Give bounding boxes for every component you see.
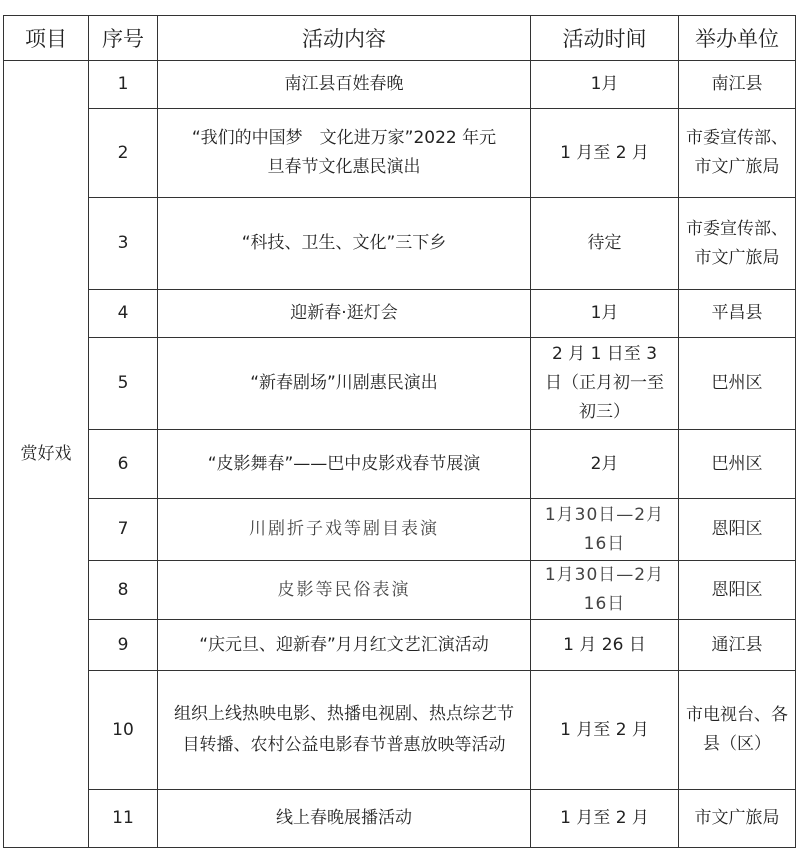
table-row — [4, 338, 796, 430]
row-org: 巴州区 — [679, 430, 796, 499]
row-content: “科技、卫生、文化”三下乡 — [158, 198, 531, 290]
row-content: “我们的中国梦 文化进万家”2022 年元旦春节文化惠民演出 — [158, 109, 531, 198]
row-time: 1月 — [531, 290, 679, 338]
row-time: 2月 — [531, 430, 679, 499]
row-no: 5 — [89, 338, 158, 430]
table-row — [4, 561, 796, 620]
header-no: 序号 — [89, 16, 158, 61]
row-time: 2 月 1 日至 3 日（正月初一至初三） — [531, 338, 679, 430]
row-time: 1 月 26 日 — [531, 620, 679, 671]
header-org: 举办单位 — [679, 16, 796, 61]
table-row — [4, 430, 796, 499]
row-time: 1 月至 2 月 — [531, 671, 679, 790]
row-no: 7 — [89, 499, 158, 561]
row-no: 8 — [89, 561, 158, 620]
table-row — [4, 620, 796, 671]
row-no: 4 — [89, 290, 158, 338]
row-content: 皮影等民俗表演 — [158, 561, 531, 620]
row-content: “皮影舞春”——巴中皮影戏春节展演 — [158, 430, 531, 499]
table-row — [4, 61, 796, 109]
row-no: 10 — [89, 671, 158, 790]
table-row — [4, 109, 796, 198]
row-no: 2 — [89, 109, 158, 198]
row-content: 川剧折子戏等剧目表演 — [158, 499, 531, 561]
header-content: 活动内容 — [158, 16, 531, 61]
row-time: 1月 — [531, 61, 679, 109]
row-no: 9 — [89, 620, 158, 671]
header-row — [4, 16, 796, 61]
category-cell: 赏好戏 — [4, 61, 89, 848]
row-time: 待定 — [531, 198, 679, 290]
table-row — [4, 671, 796, 790]
header-time: 活动时间 — [531, 16, 679, 61]
row-no: 1 — [89, 61, 158, 109]
row-time: 1月30日—2月16日 — [531, 499, 679, 561]
row-org: 南江县 — [679, 61, 796, 109]
row-content: 组织上线热映电影、热播电视剧、热点综艺节目转播、农村公益电影春节普惠放映等活动 — [158, 671, 531, 790]
row-org: 恩阳区 — [679, 561, 796, 620]
row-content: “新春剧场”川剧惠民演出 — [158, 338, 531, 430]
row-org: 平昌县 — [679, 290, 796, 338]
row-no: 11 — [89, 790, 158, 848]
row-time: 1 月至 2 月 — [531, 790, 679, 848]
row-no: 3 — [89, 198, 158, 290]
header-item: 项目 — [4, 16, 89, 61]
row-content: 南江县百姓春晚 — [158, 61, 531, 109]
row-content: 迎新春·逛灯会 — [158, 290, 531, 338]
row-org: 市委宣传部、市文广旅局 — [679, 109, 796, 198]
row-time: 1 月至 2 月 — [531, 109, 679, 198]
row-org: 市文广旅局 — [679, 790, 796, 848]
table-row — [4, 499, 796, 561]
row-time: 1月30日—2月16日 — [531, 561, 679, 620]
table-row — [4, 290, 796, 338]
row-no: 6 — [89, 430, 158, 499]
row-org: 恩阳区 — [679, 499, 796, 561]
row-content: 线上春晚展播活动 — [158, 790, 531, 848]
row-org: 市电视台、各县（区） — [679, 671, 796, 790]
row-org: 巴州区 — [679, 338, 796, 430]
activity-table — [3, 15, 796, 848]
table-row — [4, 790, 796, 848]
row-org: 市委宣传部、市文广旅局 — [679, 198, 796, 290]
table-row — [4, 198, 796, 290]
row-org: 通江县 — [679, 620, 796, 671]
row-content: “庆元旦、迎新春”月月红文艺汇演活动 — [158, 620, 531, 671]
